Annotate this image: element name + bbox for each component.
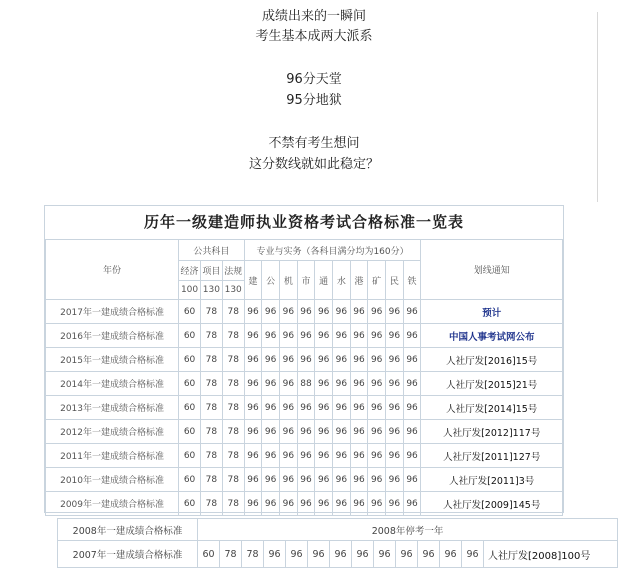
public-score-cell: 60 [179,444,201,468]
pro-score-cell: 96 [333,372,351,396]
year-cell: 2017年一建成绩合格标准 [46,300,179,324]
intro-line: 96分天堂 [286,72,342,87]
pro-subject: 水 [333,261,351,300]
pro-score-cell: 96 [262,300,280,324]
pro-score-cell: 96 [264,541,286,568]
table-row [46,324,563,348]
table-row [46,468,563,492]
pro-score-cell: 96 [386,372,404,396]
pro-score-cell: 96 [440,541,462,568]
pro-score-cell: 96 [279,468,297,492]
table-grid [45,239,563,516]
pro-score-cell: 96 [333,468,351,492]
pro-score-cell: 96 [350,420,368,444]
table-row [46,396,563,420]
pro-subject: 铁 [403,261,421,300]
pro-score-cell: 96 [244,324,262,348]
public-score-cell: 60 [179,492,201,516]
pro-score-cell: 96 [386,468,404,492]
pro-score-cell: 96 [368,468,386,492]
pro-score-cell: 96 [403,468,421,492]
notice-cell: 人社厅发[2014]15号 [421,396,563,420]
pro-score-cell: 96 [262,372,280,396]
pro-score-cell: 96 [262,348,280,372]
year-cell: 2016年一建成绩合格标准 [46,324,179,348]
notice-cell: 人社厅发[2011]127号 [421,444,563,468]
pro-score-cell: 96 [386,420,404,444]
pro-score-cell: 96 [350,468,368,492]
year-cell: 2013年一建成绩合格标准 [46,396,179,420]
pro-score-cell: 96 [279,420,297,444]
pro-score-cell: 96 [418,541,440,568]
pro-score-cell: 96 [297,348,315,372]
pro-score-cell: 96 [297,396,315,420]
pro-score-cell: 96 [315,420,333,444]
pro-score-cell: 96 [244,444,262,468]
table-row [46,444,563,468]
pro-score-cell: 96 [315,492,333,516]
public-score-cell: 78 [200,324,222,348]
pro-score-cell: 96 [279,324,297,348]
pro-score-cell: 96 [244,372,262,396]
subject-name: 项目 [200,261,222,281]
pro-score-cell: 96 [368,324,386,348]
pro-score-cell: 96 [333,444,351,468]
pro-score-cell: 96 [315,372,333,396]
pro-score-cell: 96 [244,492,262,516]
pro-score-cell: 96 [244,420,262,444]
notice-cell: 人社厅发[2012]117号 [421,420,563,444]
pro-score-cell: 96 [333,348,351,372]
table-row [58,541,618,568]
pro-score-cell: 96 [262,468,280,492]
pro-score-cell: 96 [330,541,352,568]
pro-score-cell: 96 [333,420,351,444]
pro-subject: 民 [386,261,404,300]
pro-score-cell: 96 [368,348,386,372]
year-cell: 2015年一建成绩合格标准 [46,348,179,372]
table-row [46,372,563,396]
year-cell: 2009年一建成绩合格标准 [46,492,179,516]
pro-score-cell: 96 [350,396,368,420]
pro-score-cell: 96 [315,468,333,492]
pro-score-cell: 96 [396,541,418,568]
pro-score-cell: 96 [386,492,404,516]
public-score-cell: 78 [200,468,222,492]
pro-score-cell: 96 [279,492,297,516]
public-score-cell: 78 [200,348,222,372]
pro-score-cell: 96 [386,324,404,348]
public-score-cell: 78 [222,492,244,516]
pro-score-cell: 96 [244,348,262,372]
year-cell: 2012年一建成绩合格标准 [46,420,179,444]
public-score-cell: 78 [200,396,222,420]
pro-score-cell: 96 [368,372,386,396]
subject-full-score: 100 [179,281,201,300]
subject-name: 法规 [222,261,244,281]
notice-cell: 人社厅发[2015]21号 [421,372,563,396]
pro-score-cell: 96 [262,492,280,516]
table-title: 历年一级建造师执业资格考试合格标准一览表 [143,213,464,231]
pro-score-cell: 96 [403,372,421,396]
public-score-cell: 78 [200,420,222,444]
public-score-cell: 60 [179,324,201,348]
table-row [46,348,563,372]
pro-score-cell: 96 [297,492,315,516]
pro-score-cell: 96 [297,468,315,492]
public-score-cell: 78 [222,300,244,324]
intro-line: 成绩出来的一瞬间 [261,9,366,24]
public-score-cell: 78 [242,541,264,568]
public-score-cell: 60 [179,396,201,420]
public-score-cell: 60 [179,468,201,492]
notice-header: 划线通知 [421,240,563,300]
pro-score-cell: 96 [403,492,421,516]
pro-score-cell: 96 [386,396,404,420]
public-score-cell: 78 [222,420,244,444]
merged-note-cell: 2008年停考一年 [198,519,618,541]
pass-standard-table [44,205,564,513]
public-score-cell: 78 [200,300,222,324]
pro-score-cell: 96 [315,348,333,372]
pro-score-cell: 96 [262,444,280,468]
pro-score-cell: 96 [403,348,421,372]
intro-line: 95分地狱 [286,93,342,108]
pro-score-cell: 96 [368,420,386,444]
table-row [58,519,618,541]
pro-score-cell: 96 [297,324,315,348]
pro-score-cell: 88 [297,372,315,396]
pro-subject: 公 [262,261,280,300]
year-cell: 2007年一建成绩合格标准 [58,541,198,568]
pro-score-cell: 96 [262,420,280,444]
pro-score-cell: 96 [368,396,386,420]
pro-score-cell: 96 [462,541,484,568]
pro-score-cell: 96 [333,300,351,324]
pro-score-cell: 96 [279,372,297,396]
pro-score-cell: 96 [315,396,333,420]
notice-cell: 人社厅发[2016]15号 [421,348,563,372]
pro-score-cell: 96 [350,348,368,372]
pro-subject: 港 [350,261,368,300]
year-cell: 2010年一建成绩合格标准 [46,468,179,492]
public-score-cell: 78 [222,444,244,468]
pro-score-cell: 96 [403,300,421,324]
pro-score-cell: 96 [352,541,374,568]
intro-line: 这分数线就如此稳定？ [248,157,379,172]
professional-header: 专业与实务（各科目满分均为160分） [244,240,421,261]
notice-cell: 中国人事考试网公布 [421,324,563,348]
notice-cell: 人社厅发[2008]100号 [484,541,618,568]
pro-score-cell: 96 [386,348,404,372]
public-score-cell: 78 [200,444,222,468]
pro-score-cell: 96 [333,492,351,516]
public-score-cell: 60 [179,348,201,372]
subject-full-score: 130 [222,281,244,300]
pro-score-cell: 96 [244,396,262,420]
pro-score-cell: 96 [374,541,396,568]
pro-score-cell: 96 [368,444,386,468]
pro-score-cell: 96 [244,468,262,492]
pro-score-cell: 96 [297,420,315,444]
table-row [46,492,563,516]
notice-cell: 人社厅发[2011]3号 [421,468,563,492]
pro-score-cell: 96 [297,300,315,324]
pro-subject: 通 [315,261,333,300]
intro-line: 考生基本成两大派系 [255,29,373,44]
public-score-cell: 78 [220,541,242,568]
year-cell: 2008年一建成绩合格标准 [58,519,198,541]
pro-score-cell: 96 [315,300,333,324]
public-header: 公共科目 [179,240,245,261]
year-cell: 2014年一建成绩合格标准 [46,372,179,396]
pro-score-cell: 96 [286,541,308,568]
subject-name: 经济 [179,261,201,281]
pro-score-cell: 96 [333,396,351,420]
pro-score-cell: 96 [315,444,333,468]
pro-subject: 建 [244,261,262,300]
year-header: 年份 [46,240,179,300]
year-cell: 2011年一建成绩合格标准 [46,444,179,468]
public-score-cell: 60 [179,300,201,324]
pro-score-cell: 96 [279,300,297,324]
pro-score-cell: 96 [386,300,404,324]
pro-score-cell: 96 [350,300,368,324]
pro-score-cell: 96 [333,324,351,348]
pro-score-cell: 96 [244,300,262,324]
pro-score-cell: 96 [403,396,421,420]
pro-score-cell: 96 [368,492,386,516]
notice-cell: 人社厅发[2009]145号 [421,492,563,516]
public-score-cell: 60 [179,420,201,444]
pro-subject: 市 [297,261,315,300]
public-score-cell: 78 [222,348,244,372]
table-row [46,300,563,324]
extra-table [57,518,618,568]
pro-score-cell: 96 [368,300,386,324]
notice-cell: 预计 [421,300,563,324]
pro-score-cell: 96 [262,324,280,348]
public-score-cell: 78 [200,372,222,396]
public-score-cell: 60 [198,541,220,568]
table-row [46,420,563,444]
pro-score-cell: 96 [315,324,333,348]
pro-score-cell: 96 [403,324,421,348]
public-score-cell: 78 [200,492,222,516]
pro-score-cell: 96 [279,444,297,468]
pro-score-cell: 96 [403,420,421,444]
pro-score-cell: 96 [386,444,404,468]
pro-score-cell: 96 [350,324,368,348]
divider [597,12,598,202]
pro-score-cell: 96 [350,372,368,396]
subject-full-score: 130 [200,281,222,300]
public-score-cell: 78 [222,372,244,396]
pro-score-cell: 96 [350,492,368,516]
public-score-cell: 78 [222,324,244,348]
pro-score-cell: 96 [350,444,368,468]
public-score-cell: 78 [222,468,244,492]
pro-score-cell: 96 [403,444,421,468]
pro-score-cell: 96 [297,444,315,468]
intro-line: 不禁有考生想问 [268,136,360,151]
pro-subject: 机 [279,261,297,300]
public-score-cell: 78 [222,396,244,420]
pro-score-cell: 96 [279,396,297,420]
pro-score-cell: 96 [279,348,297,372]
pro-score-cell: 96 [262,396,280,420]
pro-score-cell: 96 [308,541,330,568]
public-score-cell: 60 [179,372,201,396]
pro-subject: 矿 [368,261,386,300]
